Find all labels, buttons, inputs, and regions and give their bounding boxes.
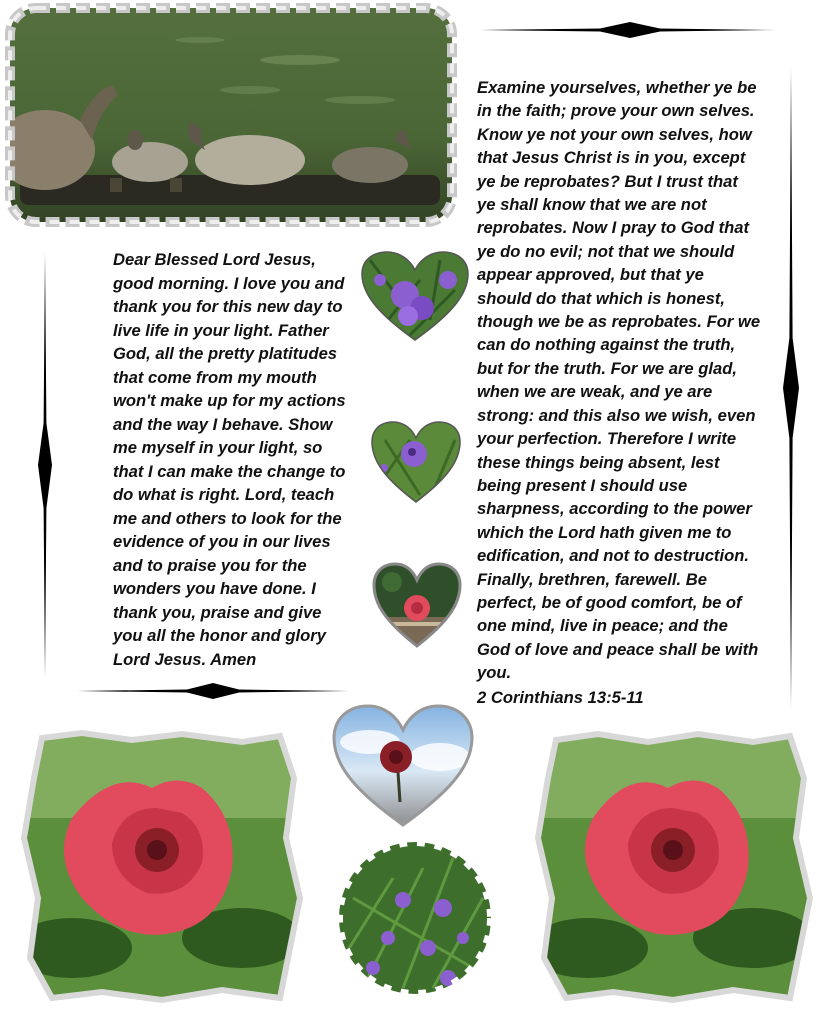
heart-pink-rose-image (372, 562, 462, 648)
left-vertical-divider (38, 253, 52, 678)
heart-purple-petunia-image (370, 420, 462, 504)
scripture-text: Examine yourselves, whether ye be in the faith; prove your own selves. Know ye not your own selves, how that Jesus Christ is in you, except ye be reprobates? But I trust that ye shall know that we are not reprobates. Now I pray to God that ye do no evil; not that we should appear approved, but that ye should do that which is honest, though we be as reprobates. For we can do nothing against the truth, but for the truth. For we are glad, when we are weak, and ye are strong: and this also we wish, even your perfection. Therefore I write these things being absent, lest being present I should use sharpness, according to the power which the Lord hath given me to edification, and not to destruction. Finally, brethren, farewell. Be perfect, be of good comfort, be of one mind, live in peace; and the God of love and peace shall be with you. (477, 78, 761, 683)
rose-left-image (12, 728, 308, 1008)
heart-purple-petunias-image (360, 250, 470, 342)
prayer-text: Dear Blessed Lord Jesus, good morning. I love you and thank you for this new day to live life in your light. Father God, all the pretty platitudes that come from my mouth won't make up for my actions and the way I behave. Show me myself in your light, so that I can make the change to do what is right. Lord, teach me and others to look for the evidence of you in our lives and to praise you for the wonders you have done. I thank you, praise and give you all the honor and glory Lord Jesus. Amen (113, 250, 346, 669)
turtles-photo (0, 0, 462, 232)
rose-right-image (528, 728, 818, 1008)
top-divider (480, 22, 776, 38)
round-petunia-bush-image (333, 838, 497, 998)
right-vertical-divider (783, 68, 799, 708)
scripture-reference: 2 Corinthians 13:5-11 (477, 688, 644, 707)
heart-rose-sky-image (330, 702, 476, 828)
bottom-divider (77, 683, 349, 699)
